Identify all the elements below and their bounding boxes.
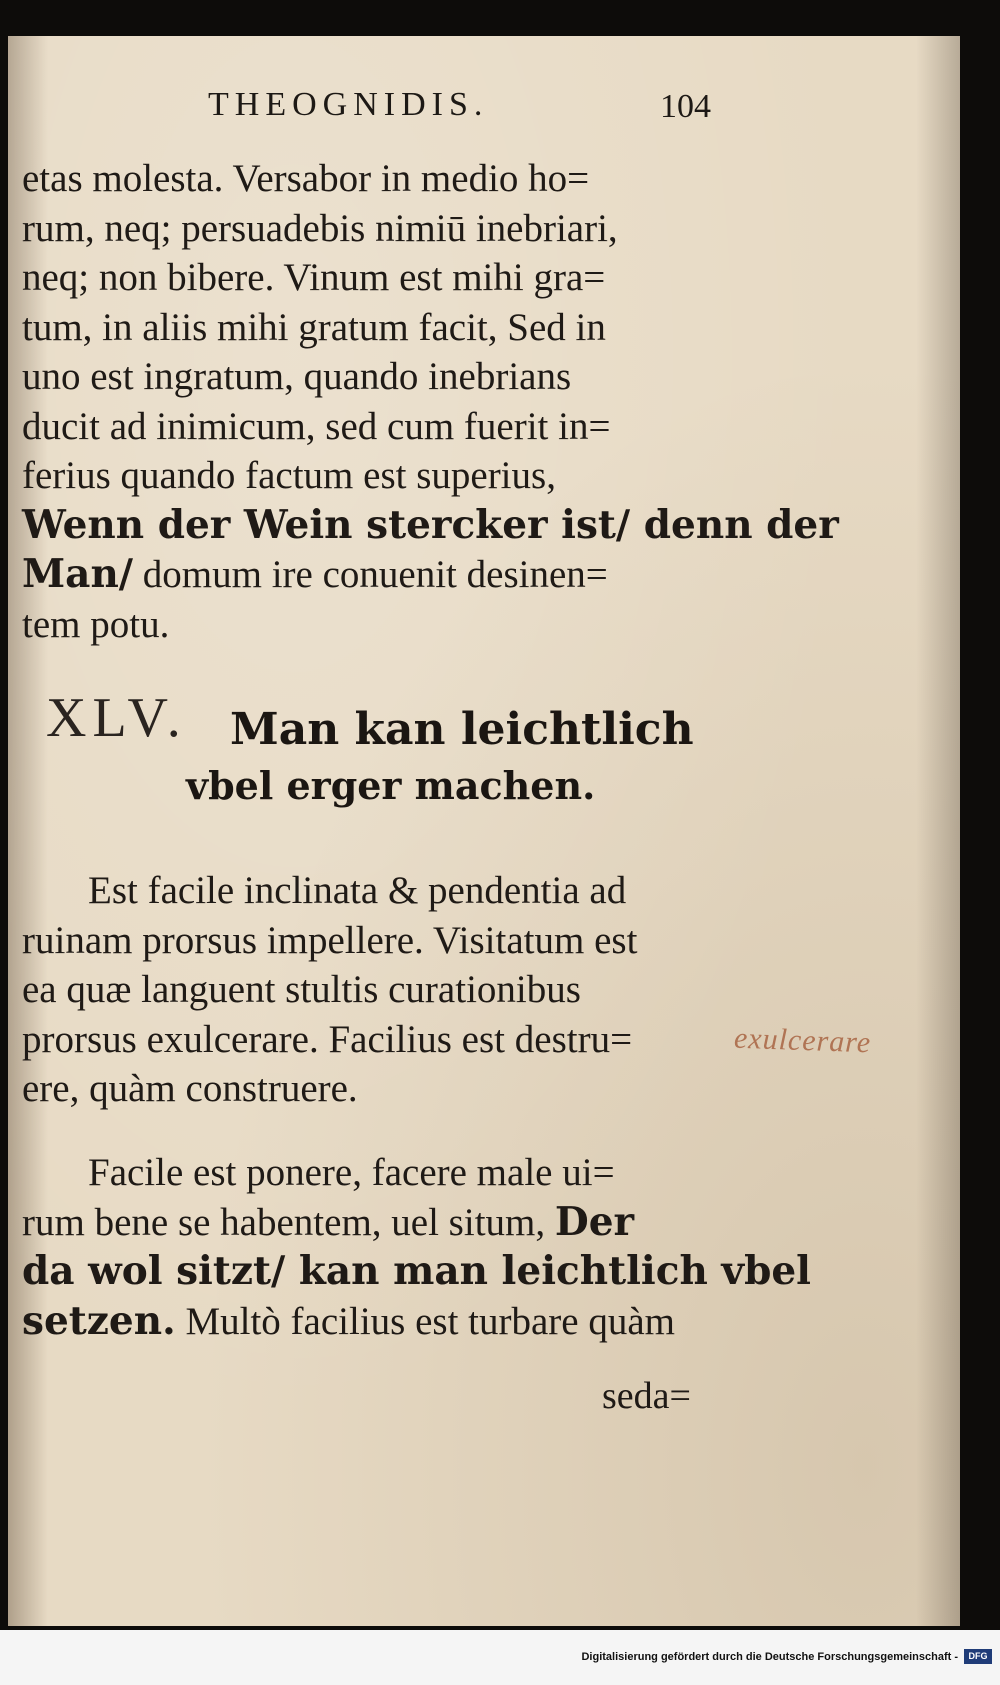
text-line: etas molesta. Versabor in medio ho= <box>22 157 590 200</box>
section-title: Man kan leichtlich <box>230 704 694 755</box>
text-line: neq; non bibere. Vinum est mihi gra= <box>22 256 606 299</box>
running-header: THEOGNIDIS. <box>208 86 489 123</box>
german-text: setzen. <box>22 1297 176 1344</box>
page-number: 104 <box>660 88 711 125</box>
footer-bar <box>0 1630 1000 1685</box>
german-text: Der <box>554 1198 635 1245</box>
german-text-line: Wenn der Wein stercker ist/ denn der <box>22 501 839 548</box>
catchword: seda= <box>602 1375 691 1417</box>
text-line: ere, quàm construere. <box>22 1067 358 1110</box>
handwritten-margin-note: exulcerare <box>733 1021 872 1060</box>
text-line: uno est ingratum, quando inebrians <box>22 355 572 398</box>
text-line: ea quæ languent stultis curationibus <box>22 968 581 1011</box>
text-line: Est facile inclinata & pendentia ad <box>88 869 627 912</box>
section-number: XLV. <box>46 687 187 749</box>
book-page <box>8 36 960 1626</box>
paragraph-1 <box>22 154 839 649</box>
text-line: tum, in aliis mihi gratum facit, Sed in <box>22 305 606 349</box>
funding-credit: Digitalisierung gefördert durch die Deutsche Forschungsgemeinschaft - <box>581 1651 958 1663</box>
text-line: Facile est ponere, facere male ui= <box>88 1151 615 1194</box>
text-line: ducit ad inimicum, sed cum fuerit in= <box>22 404 611 448</box>
german-text-line: da wol sitzt/ kan man leichtlich vbel <box>22 1248 811 1294</box>
text-line: prorsus exulcerare. Facilius est destru= <box>22 1017 633 1061</box>
german-text: Man/ <box>22 551 134 597</box>
text-line: rum, neq; persuadebis nimiū inebriari, <box>22 206 618 250</box>
text-line: tem potu. <box>22 602 170 646</box>
paragraph-2 <box>22 866 722 1114</box>
text-line: ferius quando factum est superius, <box>22 454 556 497</box>
text-line: ruinam prorsus impellere. Visitatum est <box>22 918 638 962</box>
section-subtitle: vbel erger machen. <box>186 763 596 808</box>
text-fragment: domum ire conuenit desinen= <box>133 553 608 596</box>
paragraph-3 <box>22 1148 811 1346</box>
text-fragment: Multò facilius est turbare quàm <box>175 1299 675 1343</box>
text-fragment: rum bene se habentem, uel situm, <box>22 1200 555 1244</box>
dfg-logo-icon: DFG <box>964 1649 992 1664</box>
page-edge-shadow <box>916 36 960 1626</box>
